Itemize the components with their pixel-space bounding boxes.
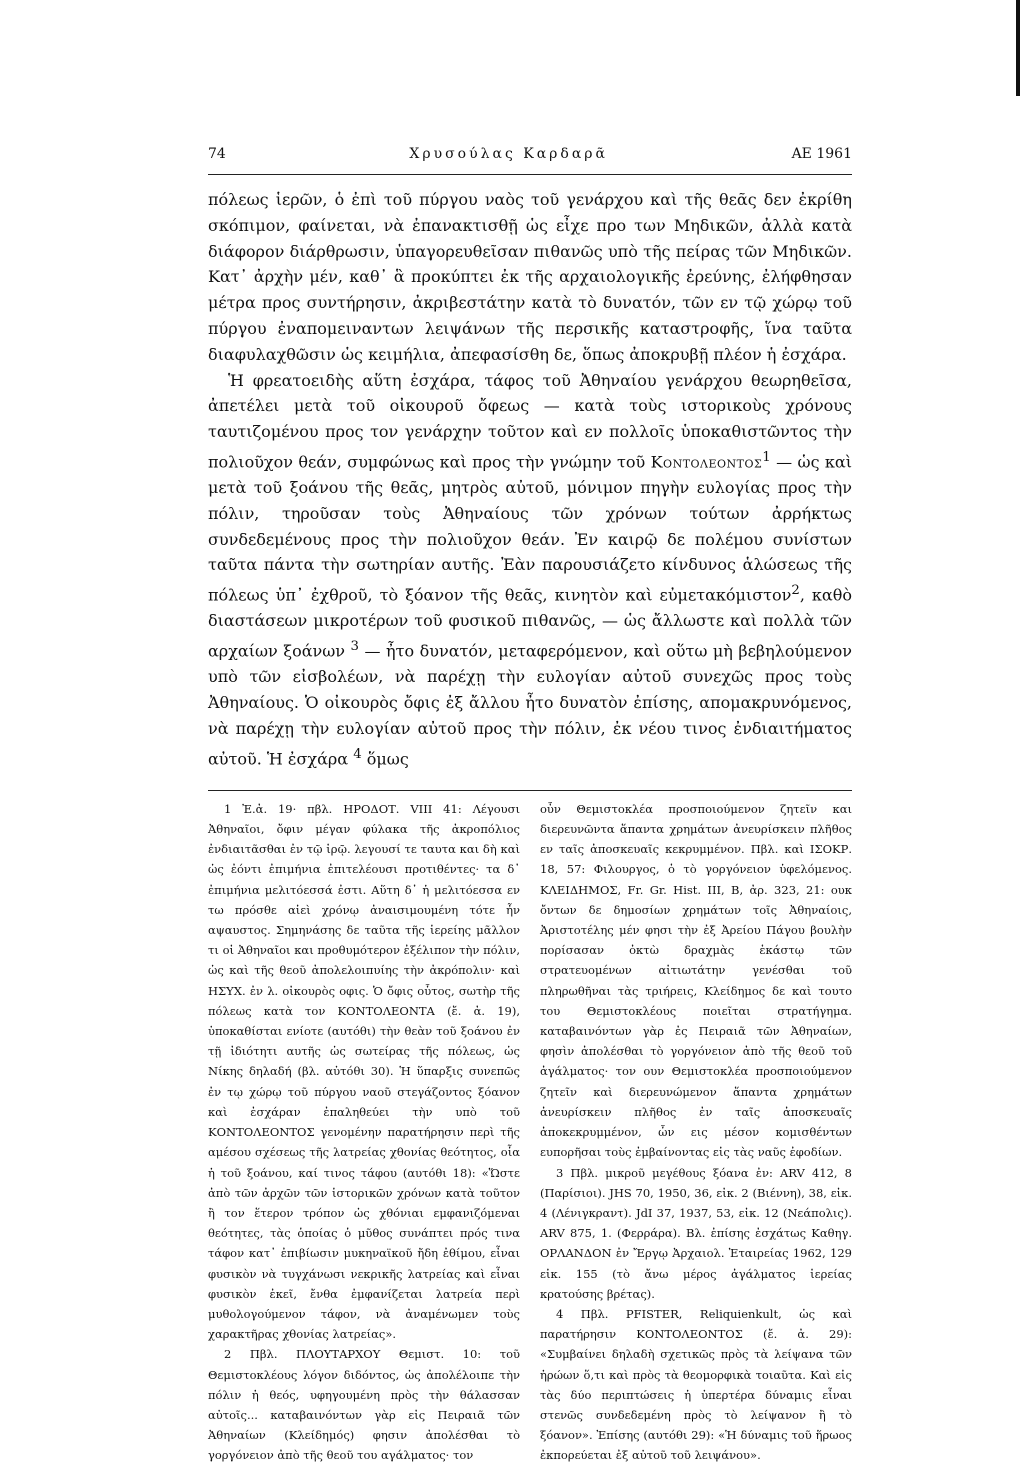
scan-edge-mark [1016,0,1020,96]
header-rule [208,174,852,175]
footnote-2: 2 Πβλ. ΠΛΟΥΤΑΡΧΟΥ Θεμιστ. 10: τοῦ Θεμιστοκλέους λόγον διδόντος, ὡς ἀπολέλοιπε τὴν πόλιν ἡ θεός, υφηγουμένη πρὸς τὴν θάλασσαν αὐτοῖς... καταβαινόντων γὰρ εἰς Πειραιᾶ τῶν Ἀθηναίων (Κλείδημός) φησιν ἀπολέσθαι τὸ γοργόνειον ἀπὸ τῆς θεοῦ του αγάλματος· τον [208,1347,520,1463]
paragraph-1: πόλεως ἱερῶν, ὁ ἐπὶ τοῦ πύργου ναὸς τοῦ γενάρχου καὶ τῆς θεᾶς δεν ἐκρίθη σκόπιμον, φαίνεται, νὰ ἐπανακτισθῇ ὡς εἶχε προ των Μηδικῶν, ἀλλὰ κατὰ διάφορον διάρθρωσιν, ὑπαγορευθεῖσαν πιθανῶς υπὸ τῆς πείρας τῶν Μηδικῶν. Κατ᾽ ἀρχὴν μέν, καθ᾽ ἃ προκύπτει ἐκ τῆς αρχαιολογικῆς ἐρεύνης, ἐλήφθησαν μέτρα προς συντήρησιν, ἀκριβεστάτην κατὰ τὸ δυνατόν, τῶν εν τῷ χώρῳ τοῦ πύργου ἐναπομειναντων λειψάνων τῆς περσικῆς καταστροφῆς, ἵνα ταῦτα διαφυλαχθῶσιν ὡς κειμήλια, ἀπεφασίσθη δε, ὅπως ἀποκρυβῇ πλέον ἡ ἐσχάρα. [208,190,852,364]
paragraph-2-part-b: — ὡς καὶ μετὰ τοῦ ξοάνου τῆς θεᾶς, μητρὸς αὐτοῦ, μόνιμον πηγὴν ευλογίας προς τὴν πόλιν, τηροῦσαν τοὺς Ἀθηναίους τῶν χρόνων τούτων ἀρρήκτως συνδεδεμένους προς τὴν πολιοῦχον θεάν. Ἐν καιρῷ δε πολέμου συνίστων ταῦτα πάντα τὴν σωτηρίαν αυτῆς. Ἐὰν παρουσιάζετο κίνδυνος ἁλώσεως τῆς πόλεως ὑπ᾽ ἐχθροῦ, τὸ ξόανον τῆς θεᾶς, κινητὸν καὶ εὐμετακόμιστον [208,452,853,605]
paragraph-2-part-d: — ἦτο δυνατόν, μεταφερόμενον, καὶ οὕτω μὴ βεβηλούμενον υπὸ τῶν εἰσβολέων, νὰ παρέχῃ τὴν ευλογίαν αὐτοῦ συνεχῶς προς τοὺς Ἀθηναίους. Ὁ οἰκουρὸς ὄφις ἐξ ἄλλου ἦτο δυνατὸν ἐπίσης, απομακρυνόμενος, νὰ παρέχῃ τὴν ευλογίαν αὐτοῦ προς τὴν πόλιν, ἐκ νέου τινος ἐνδιαιτήματος αὐτοῦ. Ἡ ἐσχάρα [208,641,853,769]
footnote-ref-2: 2 [791,583,800,599]
author-name-kontoleon: Κοντολεοντος [650,452,763,472]
footnote-3: 3 Πβλ. μικροῦ μεγέθους ξόανα ἐν: ARV 412, 8 (Παρίσιοι). JHS 70, 1950, 36, εἰκ. 2 (Βιέννη), 38, εἰκ. 4 (Λένιγκραντ). JdI 37, 1937, 53, εἰκ. 12 (Νεάπολις). ARV 875, 1. (Φερράρα). Βλ. ἐπίσης ἐσχάτως Καθηγ. ΟΡΛΑΝΔΟΝ ἐν Ἔργῳ Ἀρχαιολ. Ἑταιρείας 1962, 129 εἰκ. 155 (τὸ ἄνω μέρος ἀγάλματος ἱερείας κρατούσης βρέτας). [540,1165,852,1301]
paragraph-2-part-c: , καθὸ διαστάσεων μικροτέρων τοῦ φυσικοῦ πιθανῶς, — ὡς ἄλλωστε καὶ πολλὰ τῶν αρχαίων ξοάνων [208,585,852,661]
journal-citation: ΑΕ 1961 [791,146,852,162]
footnote-ref-3: 3 [350,639,360,655]
footnote-rule [208,790,852,791]
running-title: Χρυσούλας Καρδαρᾶ [409,146,608,162]
footnote-ref-1: 1 [762,449,771,465]
footnote-4: 4 Πβλ. PFISTER, Reliquienkult, ὡς καὶ παρατήρησιν ΚΟΝΤΟΛΕΟΝΤΟΣ (ἔ. ἀ. 29): «Συμβαίνει δηλαδὴ σχετικῶς πρὸς τὰ λείψανα τῶν ἡρώων ὅ,τι καὶ πρὸς τὰ θεομορφικὰ τοιαῦτα. Καὶ εἰς τὰς δύο περιπτώσεις ἡ ὑπερτέρα δύναμις εἶναι στενῶς συνδεδεμένη πρὸς τὸ λείψανον ἢ τὸ ξόανον». Ἐπίσης (αυτόθι 29): «Ἡ δύναμις τοῦ ἥρωος ἐκπορεύεται ἐξ αὐτοῦ τοῦ λειψάνου». [540,1306,852,1463]
page-number: 74 [208,146,226,162]
main-text [208,187,852,772]
footnotes [208,799,852,1466]
running-header [208,146,852,170]
footnote-1: 1 Ἐ.ἀ. 19· πβλ. ΗΡΟΔΟΤ. VIII 41: Λέγουσι Ἀθηναῖοι, ὄφιν μέγαν φύλακα τῆς ἀκροπόλιος ἐνδιαιτᾶσθαι ἐν τῷ ἱρῷ. λεγουσί τε ταυτα και δὴ καὶ ὡς ἐόντι ἐπιμήνια ἐπιτελέουσι προτιθέντες· τα δ᾽ ἐπιμήνια μελιτόεσσά ἐστι. Αὕτη δ᾽ ἡ μελιτόεσσα εν τω πρόσθε αἰεὶ χρόνῳ ἀναισιμουμένη τότε ἦν αψαυστος. Σημηνάσης δε ταῦτα τῆς ἱερείης μᾶλλον τι οἱ Ἀθηναῖοι και προθυμότερον ἐξέλιπον τὴν πόλιν, ὡς καὶ τῆς θεοῦ ἀπολελοιπυίης τὴν ἀκρόπολιν· καὶ ΗΣΥΧ. ἐν λ. οἰκουρὸς οφις. Ὁ ὄφις οὗτος, σωτὴρ τῆς πόλεως κατὰ τον ΚΟΝΤΟΛΕΟΝΤΑ (ἔ. ἀ. 19), ὑποκαθίσται ενίοτε (αυτόθι) τὴν θεὰν τοῦ ξοάνου ἐν τῇ ἰδιότητι αυτῆς ὡς σωτείρας τῆς πόλεως, ὡς Νίκης δηλαδή (βλ. αὐτόθι 30). Ἡ ὕπαρξις συνεπῶς ἐν τῳ χώρῳ τοῦ πύργου ναοῦ στεγάζοντος ξόανον καὶ ἐσχάραν ἐπαληθεύει τὴν υπὸ τοῦ ΚΟΝΤΟΛΕΟΝΤΟΣ γενομένην παρατήρησιν περὶ τῆς αμέσου σχέσεως τῆς λατρείας χθονίας θεότητος, οἷα ἡ τοῦ ξοάνου, καί τινος τάφου (αυτόθι 18): «Ὥστε ἀπὸ τῶν ἀρχῶν τῶν ἱστορικῶν χρόνων κατὰ τοῦτον ἢ τον ἕτερον τρόπον ὡς χθόνιαι εμφανιζόμεναι θεότητες, τὰς ὁποίας ὁ μῦθος συνάπτει πρός τινα τάφον κατ᾽ ἐπιβίωσιν μυκηναϊκοῦ ἤδη ἐθίμου, εἶναι φυσικὸν νὰ τυγχάνωσι νεκρικῆς λατρείας καὶ εἶναι φυσικὸν ἐκεῖ, ἔνθα ἐμφανίζεται λατρεία περὶ μυθολογούμενον τάφον, νὰ ἀναμένωμεν τοὺς χαρακτῆρας χθονίας λατρείας». [208,801,520,1342]
paragraph-2-part-a: Ἡ φρεατοειδὴς αὕτη ἐσχάρα, τάφος τοῦ Ἀθηναίου γενάρχου θεωρηθεῖσα, ἀπετέλει μετὰ τοῦ οἰκουροῦ ὄφεως — κατὰ τοὺς ιστορικοὺς χρόνους ταυτιζομένου προς τον γενάρχην τοῦτον καὶ εν πολλοῖς ὑποκαθιστῶντος τὴν πολιοῦχον θεάν, συμφώνως καὶ προς τὴν γνώμην τοῦ [208,370,852,472]
footnote-ref-4: 4 [353,746,362,762]
footnotes-left-column [208,799,520,1466]
footnote-2-continued: οὖν Θεμιστοκλέα προσποιούμενον ζητεῖν και διερευνῶντα ἅπαντα χρημάτων ἀνευρίσκειν πλῆθος εν ταῖς ἀποσκευαῖς κεκρυμμένον. Πβλ. καὶ ΙΣΟΚΡ. 18, 57: Φιλουργος, ὁ τὸ γοργόνειον ὑφελόμενος. ΚΛΕΙΔΗΜΟΣ, Fr. Gr. Hist. III, B, ἀρ. 323, 21: ουκ ὄντων δε δημοσίων χρημάτων τοῖς Ἀθηναίοις, Ἀριστοτέλης μέν φησι τὴν ἐξ Ἀρείου Πάγου βουλὴν πορίσασαν ὀκτὼ δραχμὰς ἑκάστῳ τῶν στρατευομένων αἰτιωτάτην γενέσθαι τοῦ πληρωθῆναι τὰς τριήρεις, Κλείδημος δε καὶ τουτο του Θεμιστοκλέους ποιεῖται στρατήγημα. καταβαινόντων γὰρ ἐς Πειραιᾶ τῶν Ἀθηναίων, φησὶν ἀπολέσθαι τὸ γοργόνειον ἀπὸ τῆς θεοῦ τοῦ ἀγάλματος· τον ουν Θεμιστοκλέα προσποιούμενον ζητεῖν καὶ διερευνώμενον ἅπαντα χρημάτων ἀνευρίσκειν πλῆθος ἐν ταῖς ἀποσκευαῖς ἀποκεκρυμμένον, ὧν εις μέσον κομισθέντων ευπορῆσαι τοὺς ἐμβαίνοντας εἰς τὰς ναῦς ἐφοδίων. [540,801,852,1160]
footnotes-right-column [540,799,852,1466]
paragraph-2-part-e: ὅμως [366,749,409,769]
paragraph-2 [208,368,852,772]
page [208,146,852,1466]
